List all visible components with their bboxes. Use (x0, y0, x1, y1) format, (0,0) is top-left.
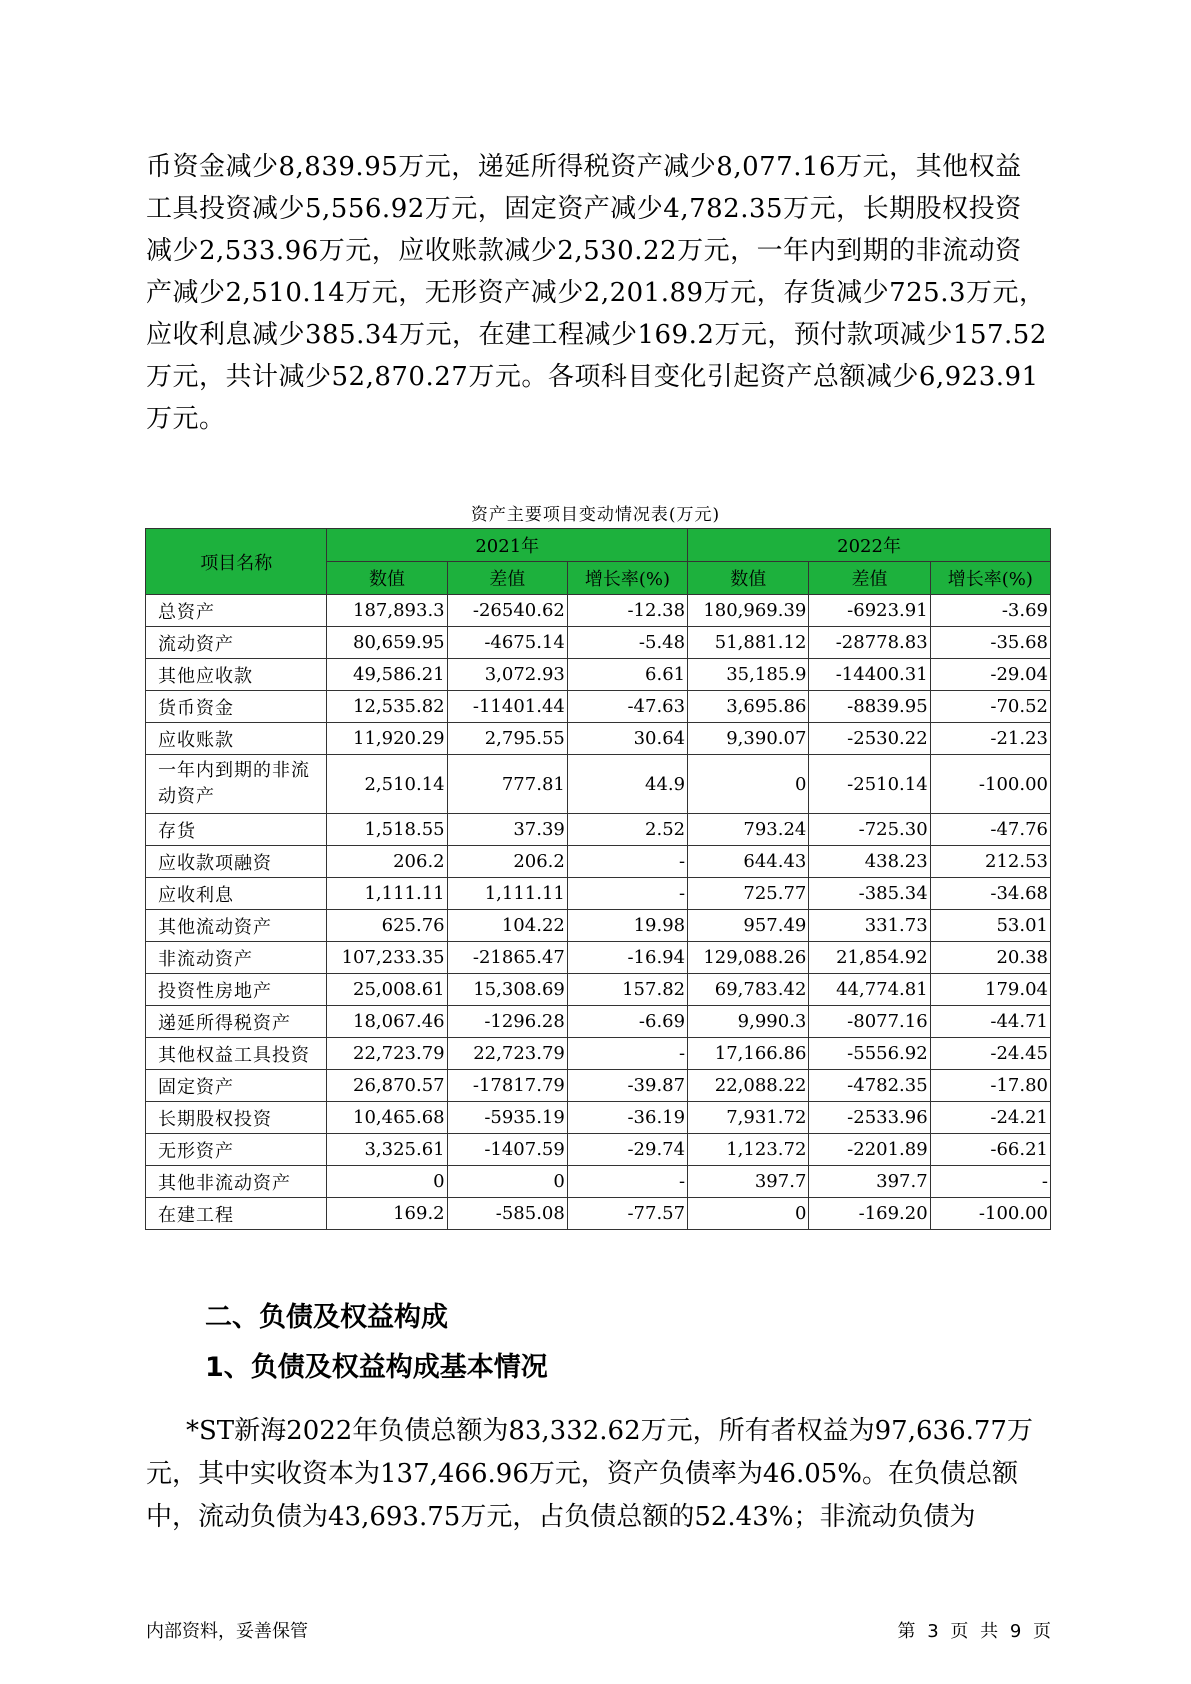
header-year-2022: 2022年 (688, 529, 1051, 562)
header-diff-2021: 差值 (447, 562, 567, 595)
table-row (146, 723, 1051, 755)
table-row (146, 846, 1051, 878)
diff-2022: -28778.83 (809, 627, 930, 659)
diff-2021: 0 (447, 1166, 567, 1198)
intro-line: 万元。 (146, 404, 226, 434)
value-2022: 9,390.07 (688, 723, 809, 755)
value-2021: 625.76 (327, 910, 447, 942)
diff-2021: 206.2 (447, 846, 567, 878)
value-2021: 12,535.82 (327, 691, 447, 723)
growth-2022: -70.52 (930, 691, 1050, 723)
growth-2021: -12.38 (567, 595, 687, 627)
diff-2022: -2510.14 (809, 755, 930, 814)
table-row (146, 1134, 1051, 1166)
value-2022: 17,166.86 (688, 1038, 809, 1070)
header-item-name: 项目名称 (146, 529, 327, 595)
value-2022: 51,881.12 (688, 627, 809, 659)
header-diff-2022: 差值 (809, 562, 930, 595)
header-value-2021: 数值 (327, 562, 447, 595)
table-row (146, 595, 1051, 627)
value-2022: 35,185.9 (688, 659, 809, 691)
header-year-2021: 2021年 (327, 529, 688, 562)
diff-2021: -5935.19 (447, 1102, 567, 1134)
table-row (146, 1102, 1051, 1134)
table-row (146, 814, 1051, 846)
value-2021: 11,920.29 (327, 723, 447, 755)
value-2022: 9,990.3 (688, 1006, 809, 1038)
value-2022: 22,088.22 (688, 1070, 809, 1102)
growth-2021: -16.94 (567, 942, 687, 974)
growth-2021: 30.64 (567, 723, 687, 755)
diff-2021: 15,308.69 (447, 974, 567, 1006)
growth-2021: 157.82 (567, 974, 687, 1006)
value-2021: 206.2 (327, 846, 447, 878)
diff-2022: 438.23 (809, 846, 930, 878)
diff-2021: -17817.79 (447, 1070, 567, 1102)
item-name: 总资产 (146, 595, 327, 627)
header-growth-2022: 增长率(%) (930, 562, 1050, 595)
growth-2022: -47.76 (930, 814, 1050, 846)
table-row (146, 1006, 1051, 1038)
diff-2022: -725.30 (809, 814, 930, 846)
diff-2021: 104.22 (447, 910, 567, 942)
value-2022: 0 (688, 755, 809, 814)
diff-2021: 1,111.11 (447, 878, 567, 910)
diff-2021: 22,723.79 (447, 1038, 567, 1070)
diff-2021: -26540.62 (447, 595, 567, 627)
summary-paragraph (146, 1410, 1046, 1539)
intro-line: 应收利息减少385.34万元，在建工程减少169.2万元，预付款项减少157.52 (146, 320, 1047, 350)
value-2021: 169.2 (327, 1198, 447, 1230)
value-2022: 957.49 (688, 910, 809, 942)
value-2021: 2,510.14 (327, 755, 447, 814)
diff-2022: 21,854.92 (809, 942, 930, 974)
diff-2022: -5556.92 (809, 1038, 930, 1070)
diff-2022: -6923.91 (809, 595, 930, 627)
value-2022: 793.24 (688, 814, 809, 846)
growth-2022: -24.45 (930, 1038, 1050, 1070)
diff-2021: 777.81 (447, 755, 567, 814)
intro-line: 减少2,533.96万元，应收账款减少2,530.22万元，一年内到期的非流动资 (146, 236, 1022, 266)
table-row (146, 627, 1051, 659)
summary-line: 中，流动负债为43,693.75万元，占负债总额的52.43%；非流动负债为 (146, 1502, 976, 1532)
growth-2021: 2.52 (567, 814, 687, 846)
diff-2022: 397.7 (809, 1166, 930, 1198)
growth-2022: 179.04 (930, 974, 1050, 1006)
item-name: 一年内到期的非流动资产 (146, 755, 327, 814)
growth-2022: 53.01 (930, 910, 1050, 942)
diff-2021: -4675.14 (447, 627, 567, 659)
intro-line: 币资金减少8,839.95万元，递延所得税资产减少8,077.16万元，其他权益 (146, 152, 1022, 182)
header-value-2022: 数值 (688, 562, 809, 595)
item-name: 投资性房地产 (146, 974, 327, 1006)
diff-2021: -1296.28 (447, 1006, 567, 1038)
value-2022: 0 (688, 1198, 809, 1230)
table-row (146, 659, 1051, 691)
diff-2022: -2530.22 (809, 723, 930, 755)
asset-change-table (145, 528, 1051, 1230)
growth-2022: -29.04 (930, 659, 1050, 691)
subsection-heading: 1、负债及权益构成基本情况 (205, 1352, 548, 1383)
table-row (146, 974, 1051, 1006)
growth-2022: -44.71 (930, 1006, 1050, 1038)
value-2021: 187,893.3 (327, 595, 447, 627)
item-name: 其他应收款 (146, 659, 327, 691)
item-name: 流动资产 (146, 627, 327, 659)
diff-2022: -2201.89 (809, 1134, 930, 1166)
value-2022: 129,088.26 (688, 942, 809, 974)
item-name: 固定资产 (146, 1070, 327, 1102)
intro-line: 工具投资减少5,556.92万元，固定资产减少4,782.35万元，长期股权投资 (146, 194, 1022, 224)
footer-confidential-note: 内部资料，妥善保管 (146, 1621, 308, 1642)
summary-line: *ST新海2022年负债总额为83,332.62万元，所有者权益为97,636.77万 (186, 1416, 1033, 1446)
growth-2021: -6.69 (567, 1006, 687, 1038)
item-name: 其他权益工具投资 (146, 1038, 327, 1070)
value-2021: 22,723.79 (327, 1038, 447, 1070)
value-2022: 7,931.72 (688, 1102, 809, 1134)
value-2021: 107,233.35 (327, 942, 447, 974)
item-name: 递延所得税资产 (146, 1006, 327, 1038)
growth-2021: -77.57 (567, 1198, 687, 1230)
growth-2021: - (567, 878, 687, 910)
growth-2022: 212.53 (930, 846, 1050, 878)
growth-2022: -100.00 (930, 755, 1050, 814)
item-name: 其他非流动资产 (146, 1166, 327, 1198)
diff-2021: -585.08 (447, 1198, 567, 1230)
header-growth-2021: 增长率(%) (567, 562, 687, 595)
table-row (146, 910, 1051, 942)
item-name: 在建工程 (146, 1198, 327, 1230)
growth-2022: - (930, 1166, 1050, 1198)
table-row (146, 942, 1051, 974)
item-name: 无形资产 (146, 1134, 327, 1166)
table-row (146, 1070, 1051, 1102)
summary-line: 元，其中实收资本为137,466.96万元，资产负债率为46.05%。在负债总额 (146, 1459, 1019, 1489)
value-2022: 644.43 (688, 846, 809, 878)
value-2022: 180,969.39 (688, 595, 809, 627)
diff-2022: -8077.16 (809, 1006, 930, 1038)
growth-2021: -39.87 (567, 1070, 687, 1102)
growth-2021: 44.9 (567, 755, 687, 814)
intro-line: 产减少2,510.14万元，无形资产减少2,201.89万元，存货减少725.3万元， (146, 278, 1046, 308)
table-row (146, 1038, 1051, 1070)
growth-2021: - (567, 846, 687, 878)
growth-2022: -100.00 (930, 1198, 1050, 1230)
growth-2021: -5.48 (567, 627, 687, 659)
value-2022: 69,783.42 (688, 974, 809, 1006)
growth-2022: -21.23 (930, 723, 1050, 755)
item-name: 应收账款 (146, 723, 327, 755)
growth-2022: -3.69 (930, 595, 1050, 627)
item-name: 长期股权投资 (146, 1102, 327, 1134)
item-name: 应收利息 (146, 878, 327, 910)
growth-2021: -47.63 (567, 691, 687, 723)
table-caption: 资产主要项目变动情况表(万元) (470, 505, 721, 525)
value-2021: 26,870.57 (327, 1070, 447, 1102)
value-2021: 25,008.61 (327, 974, 447, 1006)
growth-2021: -29.74 (567, 1134, 687, 1166)
diff-2022: 331.73 (809, 910, 930, 942)
table-row (146, 1166, 1051, 1198)
diff-2021: 37.39 (447, 814, 567, 846)
value-2022: 3,695.86 (688, 691, 809, 723)
item-name: 货币资金 (146, 691, 327, 723)
growth-2021: 6.61 (567, 659, 687, 691)
growth-2022: -24.21 (930, 1102, 1050, 1134)
diff-2021: -11401.44 (447, 691, 567, 723)
diff-2022: -2533.96 (809, 1102, 930, 1134)
item-name: 存货 (146, 814, 327, 846)
growth-2021: 19.98 (567, 910, 687, 942)
value-2021: 1,111.11 (327, 878, 447, 910)
diff-2022: -14400.31 (809, 659, 930, 691)
item-name: 非流动资产 (146, 942, 327, 974)
section-heading: 二、负债及权益构成 (205, 1302, 448, 1333)
value-2022: 397.7 (688, 1166, 809, 1198)
table-row (146, 878, 1051, 910)
growth-2021: - (567, 1166, 687, 1198)
growth-2022: -35.68 (930, 627, 1050, 659)
diff-2022: -385.34 (809, 878, 930, 910)
value-2022: 1,123.72 (688, 1134, 809, 1166)
diff-2022: -4782.35 (809, 1070, 930, 1102)
growth-2022: -17.80 (930, 1070, 1050, 1102)
value-2021: 18,067.46 (327, 1006, 447, 1038)
table-row (146, 691, 1051, 723)
growth-2022: -34.68 (930, 878, 1050, 910)
value-2022: 725.77 (688, 878, 809, 910)
table-row (146, 1198, 1051, 1230)
item-name: 应收款项融资 (146, 846, 327, 878)
value-2021: 10,465.68 (327, 1102, 447, 1134)
value-2021: 0 (327, 1166, 447, 1198)
diff-2022: -169.20 (809, 1198, 930, 1230)
intro-line: 万元，共计减少52,870.27万元。各项科目变化引起资产总额减少6,923.91 (146, 362, 1039, 392)
diff-2021: -21865.47 (447, 942, 567, 974)
value-2021: 80,659.95 (327, 627, 447, 659)
growth-2021: -36.19 (567, 1102, 687, 1134)
diff-2021: 2,795.55 (447, 723, 567, 755)
diff-2021: -1407.59 (447, 1134, 567, 1166)
growth-2021: - (567, 1038, 687, 1070)
growth-2022: -66.21 (930, 1134, 1050, 1166)
diff-2022: 44,774.81 (809, 974, 930, 1006)
intro-paragraph (146, 146, 1046, 440)
item-name: 其他流动资产 (146, 910, 327, 942)
value-2021: 49,586.21 (327, 659, 447, 691)
value-2021: 1,518.55 (327, 814, 447, 846)
growth-2022: 20.38 (930, 942, 1050, 974)
diff-2022: -8839.95 (809, 691, 930, 723)
value-2021: 3,325.61 (327, 1134, 447, 1166)
table-row (146, 755, 1051, 814)
diff-2021: 3,072.93 (447, 659, 567, 691)
footer-page-number: 第 3 页 共 9 页 (897, 1621, 1051, 1642)
